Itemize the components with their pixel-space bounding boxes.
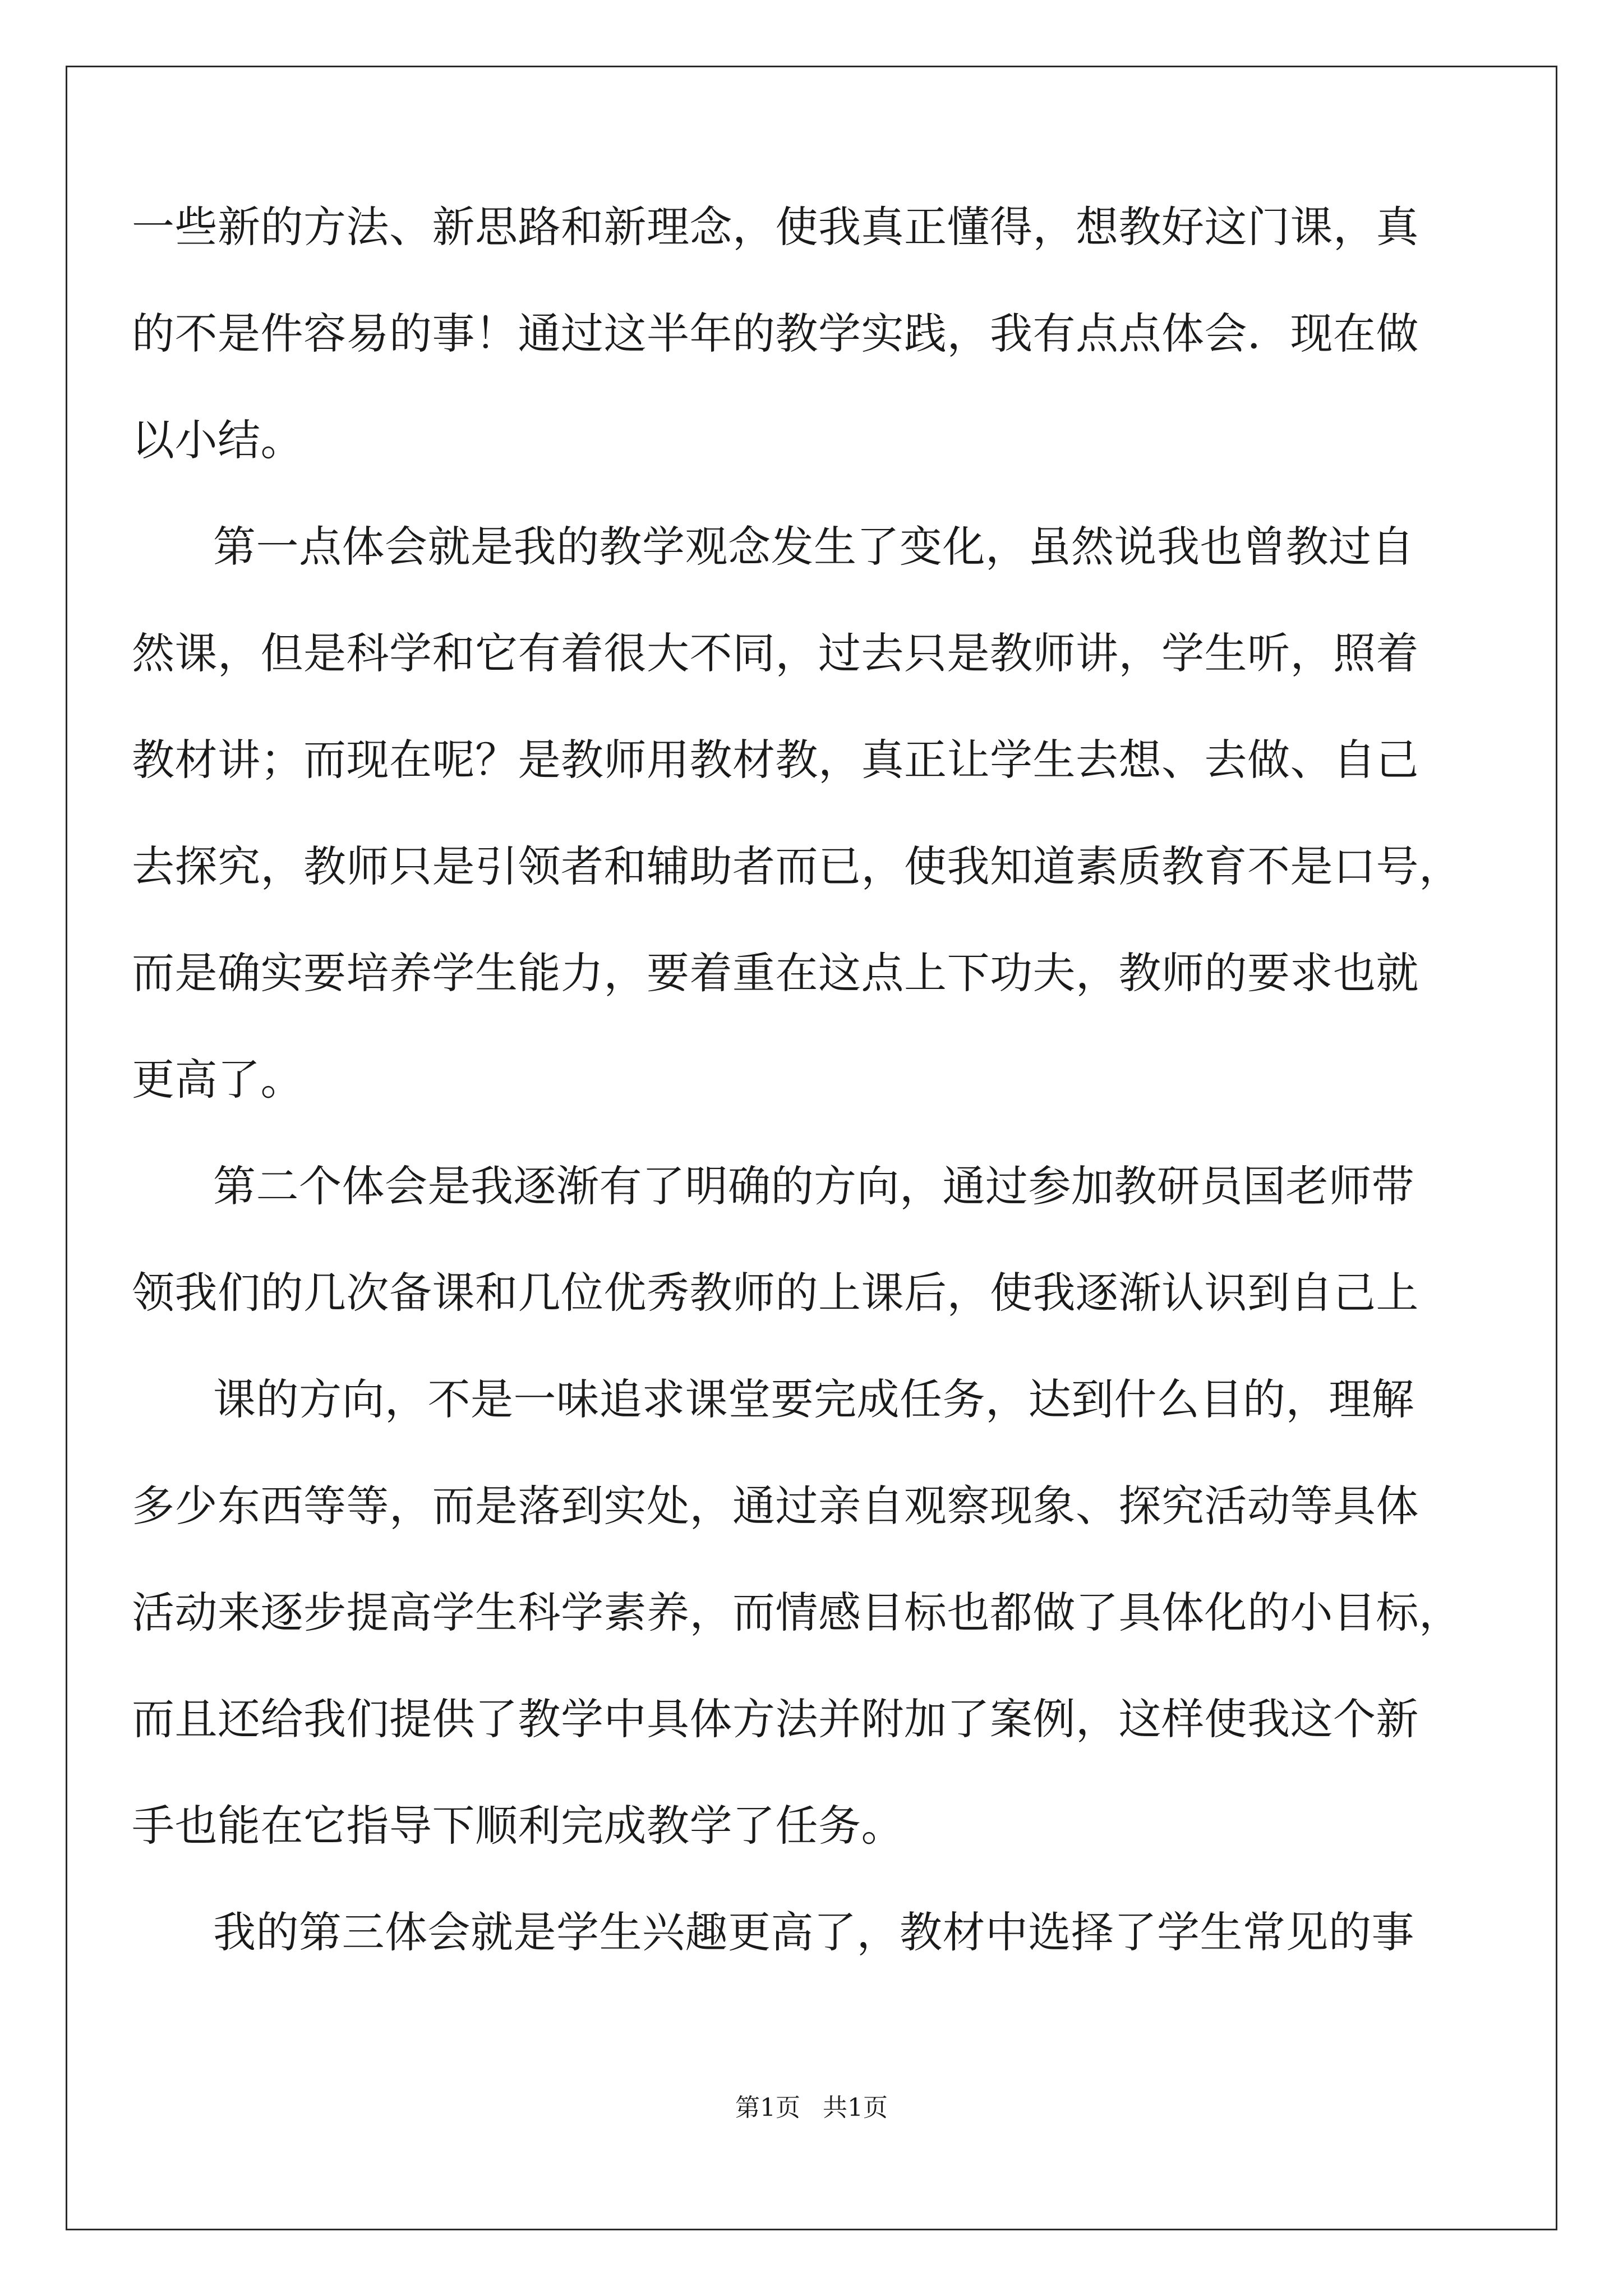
text-line: 而且还给我们提供了教学中具体方法并附加了案例，这样使我这个新	[132, 1694, 1419, 1744]
text-line: 手也能在它指导下顺利完成教学了任务。	[132, 1801, 904, 1851]
text-line: 多少东西等等，而是落到实处，通过亲自观察现象、探究活动等具体	[132, 1481, 1419, 1531]
paragraph-first-line: 课的方向，不是一味追求课堂要完成任务，达到什么目的，理解	[213, 1374, 1414, 1424]
text-line: 去探究，教师只是引领者和辅助者而已，使我知道素质教育不是口号，	[132, 841, 1462, 891]
text-line: 更高了。	[132, 1055, 303, 1105]
text-line: 的不是件容易的事！通过这半年的教学实践，我有点点体会．现在做	[132, 309, 1419, 358]
page-number-total: 共1页	[823, 2093, 888, 2122]
text-line: 然课，但是科学和它有着很大不同，过去只是教师讲，学生听，照着	[132, 628, 1419, 678]
text-line: 活动来逐步提高学生科学素养，而情感目标也都做了具体化的小目标，	[132, 1588, 1462, 1637]
text-line: 一些新的方法、新思路和新理念，使我真正懂得，想教好这门课，真	[132, 202, 1419, 252]
page-number-current: 第1页	[735, 2093, 800, 2122]
paragraph-first-line: 我的第三体会就是学生兴趣更高了，教材中选择了学生常见的事	[213, 1907, 1414, 1957]
page-footer	[0, 2092, 1623, 2124]
paragraph-first-line: 第一点体会就是我的教学观念发生了变化，虽然说我也曾教过自	[213, 522, 1414, 572]
paragraph-first-line: 第二个体会是我逐渐有了明确的方向，通过参加教研员国老师带	[213, 1161, 1414, 1211]
text-line: 而是确实要培养学生能力，要着重在这点上下功夫，教师的要求也就	[132, 948, 1419, 998]
page-frame	[66, 66, 1557, 2230]
text-line: 领我们的几次备课和几位优秀教师的上课后，使我逐渐认识到自己上	[132, 1268, 1419, 1318]
text-line: 以小结。	[132, 415, 303, 465]
text-line: 教材讲；而现在呢？是教师用教材教，真正让学生去想、去做、自己	[132, 735, 1419, 785]
